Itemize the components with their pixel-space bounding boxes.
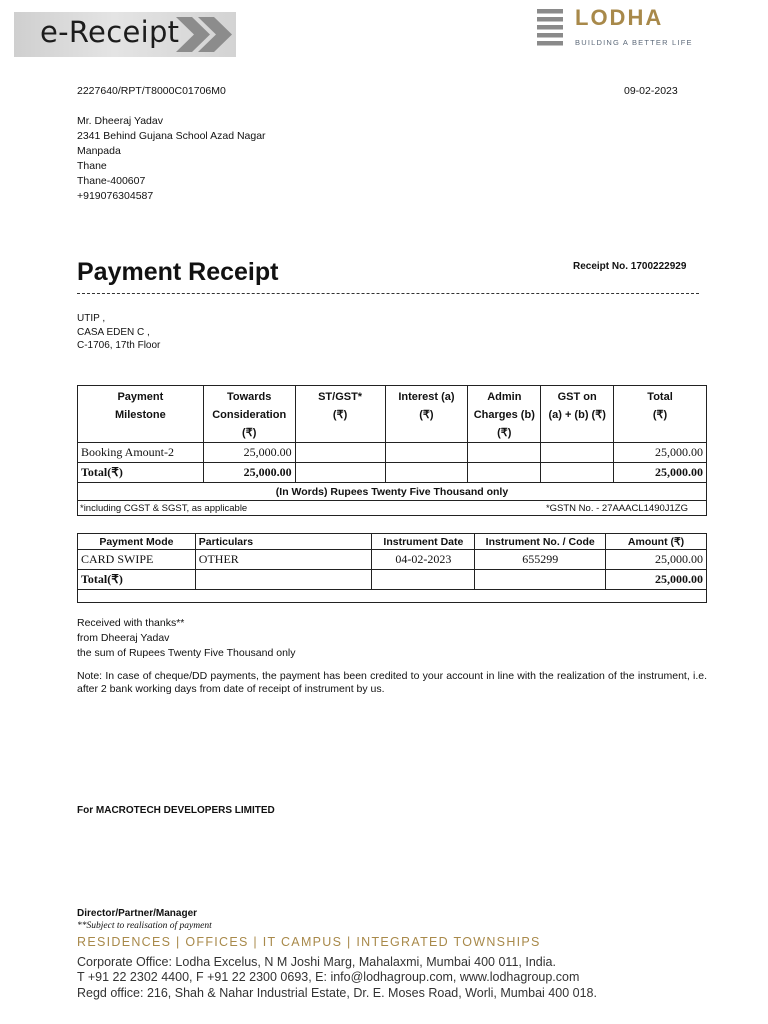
corporate-office-address: Corporate Office: Lodha Excelus, N M Joshi Marg, Mahalaxmi, Mumbai 400 011, India. [77,955,556,969]
brand-name: LODHA [575,5,664,30]
chevron-arrows-icon [176,12,236,57]
header-instrument-date: Instrument Date [372,534,475,550]
unit-flat: C-1706, 17th Floor [77,340,161,351]
header-payment-milestone: Payment Milestone [78,386,204,443]
grand-total-cell: 25,000.00 [614,463,707,483]
gst-footnote [78,501,707,516]
consideration-cell: 25,000.00 [203,443,295,463]
footer-tagline: RESIDENCES | OFFICES | IT CAMPUS | INTEGRATED TOWNSHIPS [77,935,541,949]
total-consideration-cell: 25,000.00 [203,463,295,483]
customer-locality: Manpada [77,145,121,157]
registered-office-address: Regd office: 216, Shah & Nahar Industrial Estate, Dr. E. Moses Road, Worli, Mumbai 400 018. [77,986,597,1000]
dashed-divider [77,293,699,294]
gst-footnote-row [78,501,707,516]
blank-row [78,590,707,603]
signatory-title: Director/Partner/Manager [77,908,198,919]
contact-details: T +91 22 2302 4400, F +91 22 2300 0693, E: info@lodhagroup.com, www.lodhagroup.com [77,970,580,984]
total-label-cell: Total(₹) [78,570,196,590]
total-label-cell: Total(₹) [78,463,204,483]
table-row [78,550,707,570]
amount-cell: 25,000.00 [606,550,707,570]
total-interest-cell [385,463,468,483]
header-interest: Interest (a) (₹) [385,386,468,443]
total-admin-cell [468,463,541,483]
total-particulars-cell [195,570,372,590]
receipt-number: Receipt No. 1700222929 [573,261,687,272]
realization-note: Note: In case of cheque/DD payments, the payment has been credited to your account in line with the realization of the instrument, i.e. after 2 bank working days from date of receipt of instrument by us. [77,670,707,695]
realisation-footnote: **Subject to realisation of payment [77,921,212,931]
table-total-row [78,570,707,590]
header-st-gst: ST/GST* (₹) [295,386,385,443]
instrument-table [77,533,707,603]
instrument-no-cell: 655299 [475,550,606,570]
total-gst-ab-cell [541,463,614,483]
ereceipt-banner [14,12,236,57]
header-amount: Amount (₹) [606,534,707,550]
payment-mode-cell: CARD SWIPE [78,550,196,570]
total-st-gst-cell [295,463,385,483]
total-instrument-cell [475,570,606,590]
company-signature: For MACROTECH DEVELOPERS LIMITED [77,805,275,816]
customer-address [77,114,266,204]
header-payment-mode: Payment Mode [78,534,196,550]
table-total-row [78,463,707,483]
payment-table [77,385,707,516]
milestone-cell: Booking Amount-2 [78,443,204,463]
gst-ab-cell [541,443,614,463]
customer-name: Mr. Dheeraj Yadav [77,115,163,127]
gst-applicable-note: *including CGST & SGST, as applicable [80,502,248,514]
customer-city: Thane [77,160,107,172]
admin-charges-cell [468,443,541,463]
customer-phone: +919076304587 [77,190,154,202]
customer-pincode: Thane-400607 [77,175,146,187]
blank-cell [78,590,707,603]
received-sum: the sum of Rupees Twenty Five Thousand only [77,647,296,659]
receipt-date: 09-02-2023 [624,85,678,97]
in-words-row [78,483,707,501]
unit-building: CASA EDEN C , [77,326,150,338]
lodha-bars-icon [537,9,563,46]
table-row [78,443,707,463]
received-thanks: Received with thanks** [77,617,185,629]
instrument-date-cell: 04-02-2023 [372,550,475,570]
header-towards-consideration: Towards Consideration (₹) [203,386,295,443]
reference-number: 2227640/RPT/T8000C01706M0 [77,85,226,97]
payment-table-header [78,386,707,443]
amount-in-words: (In Words) Rupees Twenty Five Thousand only [78,483,707,501]
total-date-cell [372,570,475,590]
received-from: from Dheeraj Yadav [77,632,170,644]
lodha-logo [537,5,707,48]
st-gst-cell [295,443,385,463]
total-amount-cell: 25,000.00 [606,570,707,590]
header-admin-charges: Admin Charges (b) (₹) [468,386,541,443]
header-instrument-no: Instrument No. / Code [475,534,606,550]
particulars-cell: OTHER [195,550,372,570]
gstin-number: *GSTN No. - 27AAACL1490J1ZG [545,502,688,514]
header-total: Total (₹) [614,386,707,443]
unit-address [77,312,160,353]
unit-project: UTIP , [77,313,106,324]
customer-street: 2341 Behind Gujana School Azad Nagar [77,130,266,142]
brand-tagline: BUILDING A BETTER LIFE [575,38,693,47]
received-block [77,616,296,661]
interest-cell [385,443,468,463]
ereceipt-label: e-Receipt [40,15,180,49]
total-cell: 25,000.00 [614,443,707,463]
page-title: Payment Receipt [77,258,279,286]
header-particulars: Particulars [195,534,372,550]
instrument-table-header [78,534,707,550]
header-gst-on-ab: GST on (a) + (b) (₹) [541,386,614,443]
